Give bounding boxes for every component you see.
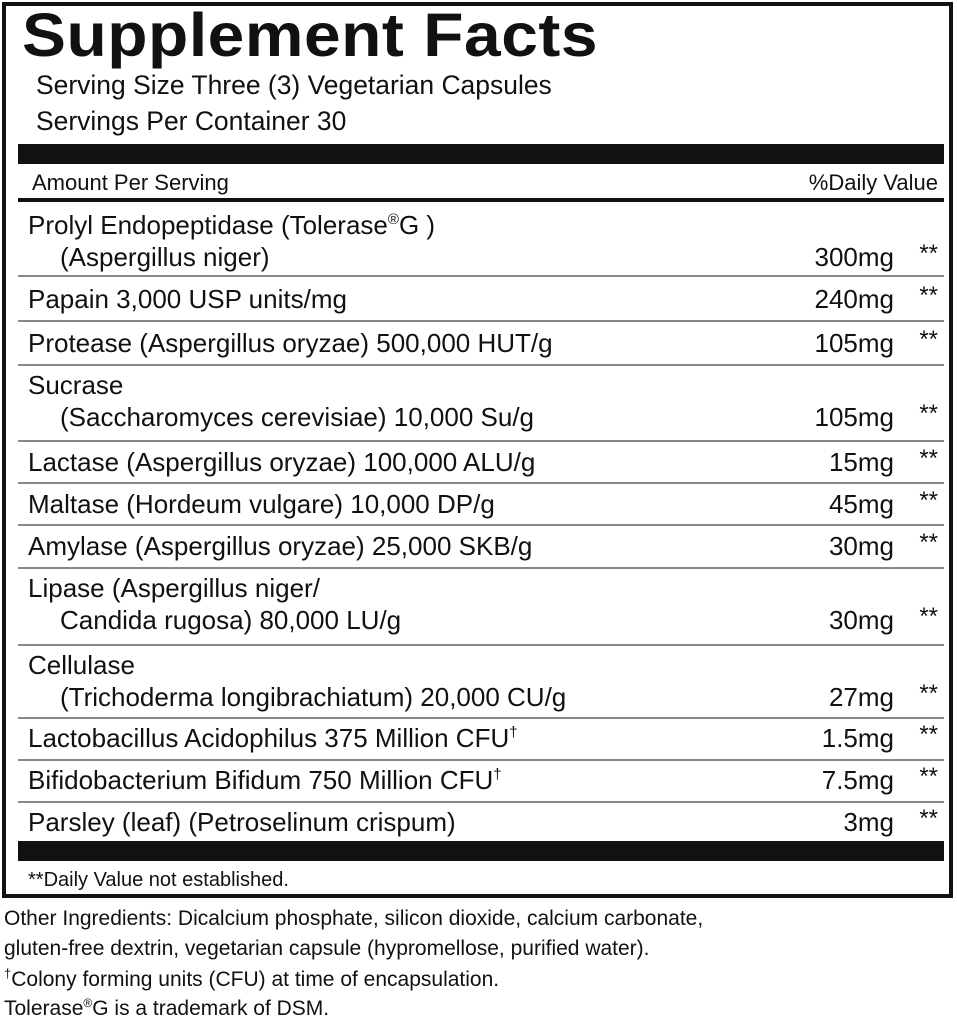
ingredient-amount: 3mg xyxy=(843,807,894,837)
ingredient-row xyxy=(18,278,944,320)
thick-divider-top xyxy=(18,144,944,164)
ingredient-name: Cellulase xyxy=(28,650,135,680)
ingredient-name: Lipase (Aspergillus niger/ xyxy=(28,573,320,603)
ingredient-row xyxy=(18,803,944,843)
ingredient-row xyxy=(18,206,944,274)
ingredient-dv: ** xyxy=(919,721,938,748)
serving-size: Serving Size Three (3) Vegetarian Capsules xyxy=(36,70,552,100)
ingredient-dv: ** xyxy=(919,529,938,556)
ingredient-row xyxy=(18,366,944,440)
ingredient-amount: 105mg xyxy=(814,328,894,358)
ingredient-name: Lactase (Aspergillus oryzae) 100,000 ALU/g xyxy=(28,447,536,477)
ingredient-name: Prolyl Endopeptidase (Tolerase®G ) xyxy=(28,210,436,240)
ingredient-amount: 45mg xyxy=(828,489,894,519)
ingredient-dv: ** xyxy=(919,400,938,427)
thick-divider-bottom xyxy=(18,841,944,861)
ingredient-source: (Trichoderma longibrachiatum) 20,000 CU/g xyxy=(60,682,567,712)
daily-value-footnote: **Daily Value not established. xyxy=(28,869,289,891)
ingredient-row xyxy=(18,646,944,718)
ingredient-row xyxy=(18,526,944,568)
ingredient-row xyxy=(18,322,944,364)
ingredient-name: Lactobacillus Acidophilus 375 Million CFU† xyxy=(28,723,518,753)
ingredient-row xyxy=(18,442,944,482)
supplement-facts-panel xyxy=(2,2,953,898)
ingredient-name: Papain 3,000 USP units/mg xyxy=(28,284,347,314)
header-divider xyxy=(18,198,944,202)
ingredient-amount: 27mg xyxy=(828,682,894,712)
ingredient-amount: 240mg xyxy=(814,284,894,314)
ingredient-name: Bifidobacterium Bifidum 750 Million CFU† xyxy=(28,765,502,795)
ingredient-amount: 30mg xyxy=(828,605,894,635)
ingredient-name: Protease (Aspergillus oryzae) 500,000 HUT/g xyxy=(28,328,553,358)
other-ingredients-line2: gluten-free dextrin, vegetarian capsule (hypromellose, purified water). xyxy=(4,937,650,960)
servings-per-container: Servings Per Container 30 xyxy=(36,106,347,136)
ingredient-name: Amylase (Aspergillus oryzae) 25,000 SKB/g xyxy=(28,531,533,561)
amount-per-serving-label: Amount Per Serving xyxy=(32,170,229,195)
ingredient-amount: 7.5mg xyxy=(821,765,894,795)
ingredient-row xyxy=(18,719,944,759)
ingredient-amount: 1.5mg xyxy=(821,723,894,753)
ingredient-row xyxy=(18,484,944,524)
ingredient-name: Sucrase xyxy=(28,370,124,400)
ingredient-source: (Saccharomyces cerevisiae) 10,000 Su/g xyxy=(60,402,535,432)
ingredient-row xyxy=(18,761,944,801)
ingredient-dv: ** xyxy=(919,603,938,630)
ingredient-row xyxy=(18,569,944,643)
ingredient-name: Parsley (leaf) (Petroselinum crispum) xyxy=(28,807,456,837)
ingredient-dv: ** xyxy=(919,680,938,707)
ingredient-dv: ** xyxy=(919,763,938,790)
ingredient-dv: ** xyxy=(919,487,938,514)
other-ingredients-line1: Other Ingredients: Dicalcium phosphate, silicon dioxide, calcium carbonate, xyxy=(4,907,704,930)
column-header xyxy=(18,166,944,198)
ingredient-source: (Aspergillus niger) xyxy=(60,242,270,272)
ingredient-amount: 30mg xyxy=(828,531,894,561)
panel-title: Supplement Facts xyxy=(22,1,599,69)
ingredient-amount: 15mg xyxy=(828,447,894,477)
trademark-note: Tolerase®G is a trademark of DSM. xyxy=(4,996,330,1020)
ingredient-dv: ** xyxy=(919,805,938,832)
ingredient-name: Maltase (Hordeum vulgare) 10,000 DP/g xyxy=(28,489,495,519)
ingredient-dv: ** xyxy=(919,445,938,472)
daily-value-label: %Daily Value xyxy=(808,170,938,195)
ingredient-dv: ** xyxy=(919,240,938,267)
row-divider xyxy=(18,275,944,277)
ingredient-dv: ** xyxy=(919,326,938,353)
cfu-note: †Colony forming units (CFU) at time of encapsulation. xyxy=(4,966,500,991)
ingredient-source: Candida rugosa) 80,000 LU/g xyxy=(60,605,402,635)
ingredient-amount: 105mg xyxy=(814,402,894,432)
ingredient-dv: ** xyxy=(919,282,938,309)
ingredient-amount: 300mg xyxy=(814,242,894,272)
